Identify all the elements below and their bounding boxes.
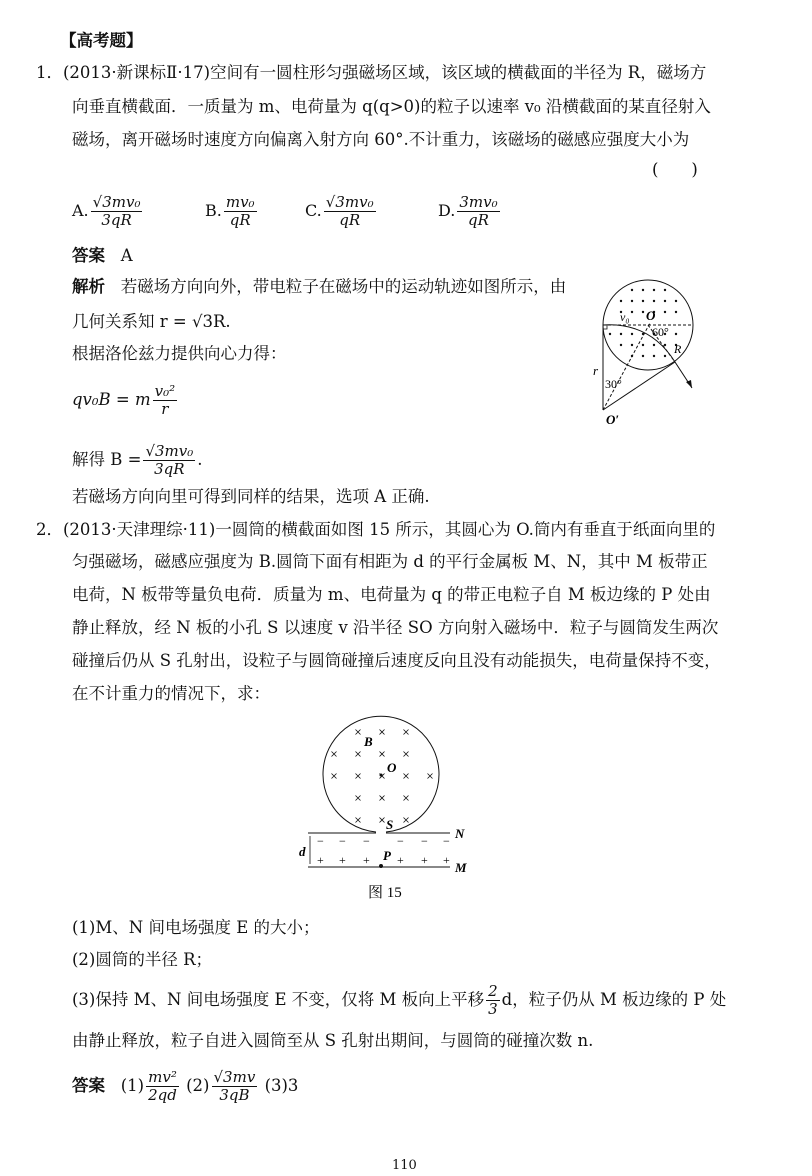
q1-analysis-2: 几何关系知 r = √3R. xyxy=(72,312,231,331)
q2-line-2: 匀强磁场，磁感应强度为 B.圆筒下面有相距为 d 的平行金属板 M、N，其中 M 板带正 xyxy=(72,552,708,571)
field-cross xyxy=(356,730,361,735)
field-cross xyxy=(380,730,385,735)
q1-conclusion: 若磁场方向向里可得到同样的结果，选项 A 正确. xyxy=(72,487,430,506)
label-r: r xyxy=(593,363,599,378)
label-d: d xyxy=(299,844,306,859)
answer-label: 答案 xyxy=(72,246,105,265)
sub3-text-a: (3)保持 M、N 间电场强度 E 不变，仅将 M 板向上平移 xyxy=(72,990,485,1009)
analysis-text: 若磁场方向向外，带电粒子在磁场中的运动轨迹如图所示，由 xyxy=(120,277,567,296)
label-O: O xyxy=(387,760,397,775)
positive-charge: + xyxy=(339,853,346,867)
q2-line-5: 碰撞后仍从 S 孔射出，设粒子与圆筒碰撞后速度反向且没有动能损失，电荷量保持不变， xyxy=(72,651,721,670)
q2-line-1: 2．(2013·天津理综·11)一圆筒的横截面如图 15 所示，其圆心为 O.筒内有垂直于纸面向里的 xyxy=(36,520,716,539)
numerator: 2 xyxy=(488,982,498,1000)
numerator: 3mv₀ xyxy=(459,193,498,211)
negative-charge: − xyxy=(363,834,370,848)
denominator: r xyxy=(161,400,169,418)
q1-line-3: 磁场，离开磁场时速度方向偏离入射方向 60°.不计重力，该磁场的磁感应强度大小为 xyxy=(72,130,690,149)
label-N: N xyxy=(455,826,465,841)
answer-label: 答案 xyxy=(72,1076,105,1095)
option-label: D. xyxy=(438,201,456,220)
field-cross xyxy=(356,752,361,757)
label-O-prime: O′ xyxy=(606,412,620,427)
denominator: 2qd xyxy=(148,1086,177,1104)
q2-line-3: 电荷，N 板带等量负电荷．质量为 m、电荷量为 q 的带正电粒子自 M 板边缘的 P 处由 xyxy=(72,585,711,604)
figure-caption: 图 15 xyxy=(368,885,402,901)
field-cross xyxy=(356,774,361,779)
label-60: 60° xyxy=(652,325,669,339)
negative-charge: − xyxy=(339,834,346,848)
q2-sub-3 xyxy=(72,982,726,1018)
page-number: 110 xyxy=(392,1158,417,1173)
q2-sub-1: (1)M、N 间电场强度 E 的大小； xyxy=(72,918,320,937)
label-M: M xyxy=(455,860,467,875)
numerator: mv² xyxy=(148,1068,177,1086)
eq-left: qv₀B = m xyxy=(72,390,151,409)
field-cross xyxy=(428,774,433,779)
field-cross xyxy=(332,752,337,757)
option-label: B. xyxy=(205,201,222,220)
label-S: S xyxy=(386,817,394,832)
answer-blank: ( ) xyxy=(652,160,698,179)
denominator: 3qR xyxy=(154,460,185,478)
denominator: qR xyxy=(229,211,251,229)
numerator: v₀² xyxy=(154,382,176,400)
field-cross xyxy=(404,818,409,823)
field-cross xyxy=(356,818,361,823)
field-cross xyxy=(404,796,409,801)
answer-value: A xyxy=(120,246,133,265)
label-30: 30° xyxy=(605,377,622,391)
denominator: 3qB xyxy=(219,1086,250,1104)
denominator: qR xyxy=(339,211,361,229)
positive-charge: + xyxy=(443,853,450,867)
q2-line-4: 静止释放，经 N 板的小孔 S 以速度 v 沿半径 SO 方向射入磁场中．粒子与圆筒发生两次 xyxy=(72,618,719,637)
negative-charge: − xyxy=(421,834,428,848)
field-cross xyxy=(404,752,409,757)
field-cross xyxy=(380,796,385,801)
numerator: √3mv xyxy=(213,1068,256,1086)
point-O xyxy=(380,774,383,777)
field-cross xyxy=(332,774,337,779)
field-cross xyxy=(404,774,409,779)
label-O: O xyxy=(646,308,656,323)
denominator: 3qR xyxy=(101,211,132,229)
positive-charge: + xyxy=(421,853,428,867)
label-R: R xyxy=(674,342,682,356)
field-cross xyxy=(404,730,409,735)
q1-analysis-3: 根据洛伦兹力提供向心力得： xyxy=(72,344,287,363)
field-cross xyxy=(380,818,385,823)
label-v0: v₀ xyxy=(620,310,630,324)
q1-line-2: 向垂直横截面．一质量为 m、电荷量为 q(q>0)的粒子以速率 v₀ 沿横截面的某直径射入 xyxy=(72,97,711,116)
option-label: C. xyxy=(305,201,322,220)
positive-charge: + xyxy=(363,853,370,867)
ans2-label: (2) xyxy=(186,1076,210,1095)
negative-charge: − xyxy=(397,834,404,848)
section-title: 【高考题】 xyxy=(60,31,143,50)
field-cross xyxy=(380,752,385,757)
sub3-text-b: d，粒子仍从 M 板边缘的 P 处 xyxy=(501,990,727,1009)
q2-answer xyxy=(72,1066,298,1106)
numerator: √3mv₀ xyxy=(92,193,141,211)
label-B: B xyxy=(364,734,373,749)
option-label: A. xyxy=(72,201,89,220)
numerator: √3mv₀ xyxy=(325,193,374,211)
q1-line-1: 1．(2013·新课标Ⅱ·17)空间有一圆柱形匀强磁场区域，该区域的横截面的半径为 R，磁场方 xyxy=(36,63,707,82)
eq-end: . xyxy=(197,450,203,469)
label-P: P xyxy=(383,848,391,863)
positive-charge: + xyxy=(317,853,324,867)
denominator: qR xyxy=(468,211,489,229)
analysis-label: 解析 xyxy=(72,277,105,296)
eq-left: 解得 B = xyxy=(72,450,142,469)
negative-charge: − xyxy=(317,834,324,848)
q2-sub-2: (2)圆筒的半径 R； xyxy=(72,950,213,969)
point-P xyxy=(379,864,383,868)
q2-sub-3-line-2: 由静止释放，粒子自进入圆筒至从 S 孔射出期间，与圆筒的碰撞次数 n. xyxy=(72,1031,594,1050)
negative-charge: − xyxy=(443,834,450,848)
numerator: mv₀ xyxy=(225,193,255,211)
ans3: (3)3 xyxy=(264,1076,299,1095)
ans1-label: (1) xyxy=(120,1076,145,1095)
q2-line-6: 在不计重力的情况下，求： xyxy=(72,684,270,703)
positive-charge: + xyxy=(397,853,404,867)
field-cross xyxy=(356,796,361,801)
numerator: √3mv₀ xyxy=(145,442,194,460)
denominator: 3 xyxy=(488,1000,498,1018)
